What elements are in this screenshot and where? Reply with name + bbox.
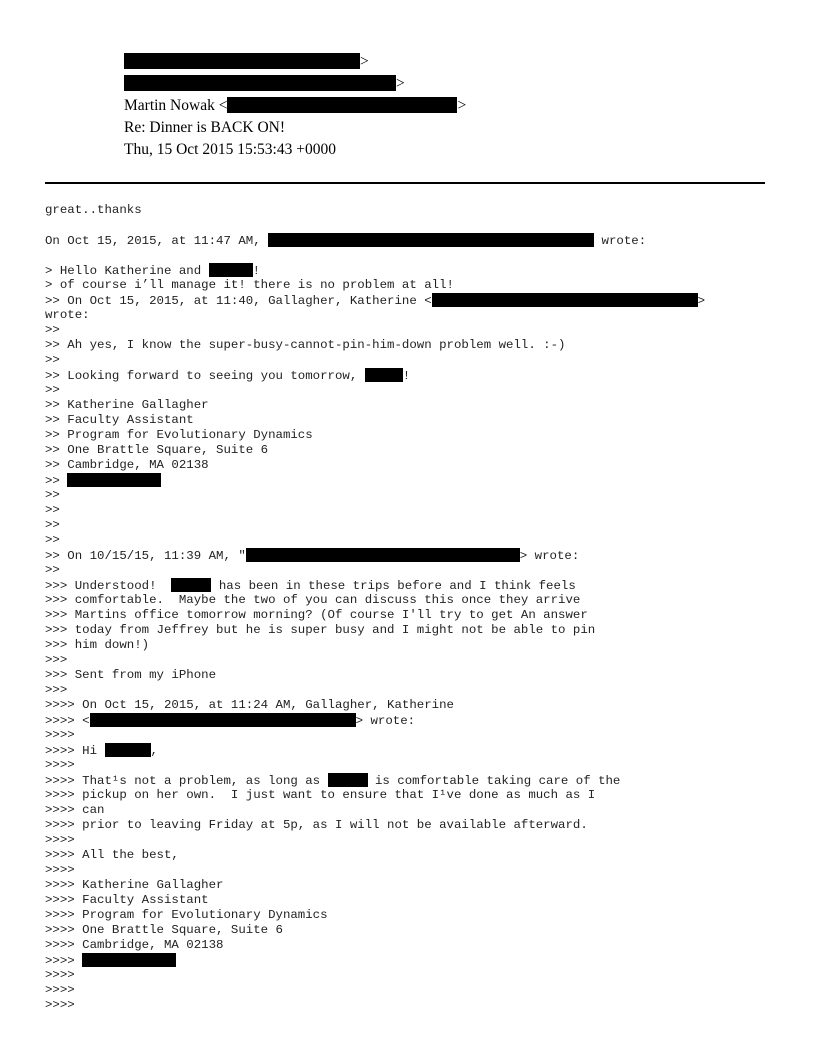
body-line: >>>: [45, 683, 68, 697]
body-line: >> Katherine Gallagher: [45, 398, 209, 412]
body-line: >>> comfortable. Maybe the two of you can discuss this once they arrive: [45, 593, 581, 607]
body-line: [45, 773, 785, 788]
body-line: great..thanks: [45, 203, 142, 217]
text-segment: > Hello Katherine and: [45, 264, 209, 278]
body-line: >>>> Katherine Gallagher: [45, 878, 224, 892]
body-line: >>>>: [45, 983, 75, 997]
text-segment: >> Looking forward to seeing you tomorrow,: [45, 369, 365, 383]
header-divider: [45, 182, 765, 184]
redaction-bar: [105, 743, 151, 757]
text-segment: has been in these trips before and I think feels: [211, 579, 576, 593]
blank-line: [45, 248, 785, 263]
from-suffix: >: [360, 53, 369, 70]
body-line: >>> him down!): [45, 638, 150, 652]
body-line: >>>> Faculty Assistant: [45, 893, 209, 907]
body-line: [45, 713, 785, 728]
text-segment: >>>> That¹s not a problem, as long as: [45, 774, 328, 788]
subject-value: Re: Dinner is BACK ON!: [124, 119, 286, 136]
redaction-bar: [209, 263, 253, 277]
redaction-bar: [124, 75, 396, 91]
redaction-bar: [67, 473, 161, 487]
redaction-bar: [365, 368, 403, 382]
body-line: >>>> prior to leaving Friday at 5p, as I will not be available afterward.: [45, 818, 588, 832]
redaction-bar: [246, 548, 520, 562]
redaction-bar: [227, 97, 457, 113]
text-segment: > wrote:: [519, 549, 580, 563]
body-line: >>>>: [45, 998, 75, 1012]
text-segment: >>>> Hi: [45, 744, 105, 758]
body-line: [45, 263, 785, 278]
body-line: >>: [45, 383, 60, 397]
text-segment: !: [252, 264, 261, 278]
redaction-bar: [90, 713, 356, 727]
to-suffix: >: [396, 75, 405, 92]
body-line: >>>> Program for Evolutionary Dynamics: [45, 908, 328, 922]
date-value: Thu, 15 Oct 2015 15:53:43 +0000: [124, 141, 336, 158]
body-line: >>>> One Brattle Square, Suite 6: [45, 923, 283, 937]
redaction-bar: [268, 233, 594, 247]
email-body: [45, 203, 785, 1013]
text-segment: ,: [150, 744, 158, 758]
body-line: >>: [45, 533, 60, 547]
body-line: >>: [45, 353, 60, 367]
body-line: >>>>: [45, 968, 75, 982]
body-line: >>: [45, 488, 60, 502]
text-segment: wrote:: [594, 234, 647, 248]
text-segment: >> On 10/15/15, 11:39 AM, ": [45, 549, 246, 563]
body-line: [45, 473, 785, 488]
body-line: >>>>: [45, 833, 75, 847]
body-line: >>>> pickup on her own. I just want to ensure that I¹ve done as much as I: [45, 788, 596, 802]
text-segment: >>: [45, 474, 68, 488]
body-line: >>>>: [45, 863, 75, 877]
body-line: >>>> On Oct 15, 2015, at 11:24 AM, Gallagher, Katherine: [45, 698, 454, 712]
body-line: >>> Martins office tomorrow morning? (Of course I'll try to get An answer: [45, 608, 588, 622]
body-line: [45, 743, 785, 758]
redaction-bar: [124, 53, 360, 69]
cc-suffix: >: [457, 97, 467, 114]
body-line: [45, 368, 785, 383]
body-line: [45, 293, 785, 308]
redaction-bar: [82, 953, 176, 967]
redaction-bar: [432, 293, 698, 307]
body-line: >>>>: [45, 758, 75, 772]
body-line: [45, 548, 785, 563]
body-line: [45, 953, 785, 968]
text-segment: >>>>: [45, 954, 83, 968]
body-line: [45, 233, 785, 248]
blank-line: [45, 218, 785, 233]
cc-value: [124, 96, 466, 116]
text-segment: On Oct 15, 2015, at 11:47 AM,: [45, 234, 269, 248]
text-segment: >> On Oct 15, 2015, at 11:40, Gallagher, Katherine <: [45, 294, 432, 308]
body-line: >> Faculty Assistant: [45, 413, 194, 427]
body-line: >> One Brattle Square, Suite 6: [45, 443, 269, 457]
redaction-bar: [328, 773, 368, 787]
text-segment: is comfortable taking care of the: [367, 774, 621, 788]
redaction-bar: [171, 578, 211, 592]
from-value: [124, 52, 369, 72]
body-line: >>: [45, 503, 60, 517]
body-line: >>: [45, 323, 60, 337]
body-line: >>>> Cambridge, MA 02138: [45, 938, 224, 952]
to-value: [124, 74, 405, 94]
body-line: >> Ah yes, I know the super-busy-cannot-pin-him-down problem well. :-): [45, 338, 566, 352]
text-segment: >>> Understood!: [45, 579, 172, 593]
body-line: [45, 578, 785, 593]
body-line: >> Cambridge, MA 02138: [45, 458, 209, 472]
body-line: > of course i’ll manage it! there is no problem at all!: [45, 278, 454, 292]
body-line: >>>> All the best,: [45, 848, 179, 862]
text-segment: !: [402, 369, 411, 383]
cc-name: Martin Nowak <: [124, 97, 228, 114]
body-line: >> Program for Evolutionary Dynamics: [45, 428, 313, 442]
body-line: >>> today from Jeffrey but he is super busy and I might not be able to pin: [45, 623, 596, 637]
text-segment: >: [697, 294, 706, 308]
text-segment: >>>> <: [45, 714, 90, 728]
body-line: >>> Sent from my iPhone: [45, 668, 217, 682]
text-segment: > wrote:: [355, 714, 416, 728]
body-line: >>: [45, 518, 60, 532]
body-line: >>>>: [45, 728, 75, 742]
body-line: >>>> can: [45, 803, 105, 817]
body-line: >>: [45, 563, 60, 577]
body-line: wrote:: [45, 308, 90, 322]
body-line: >>>: [45, 653, 68, 667]
